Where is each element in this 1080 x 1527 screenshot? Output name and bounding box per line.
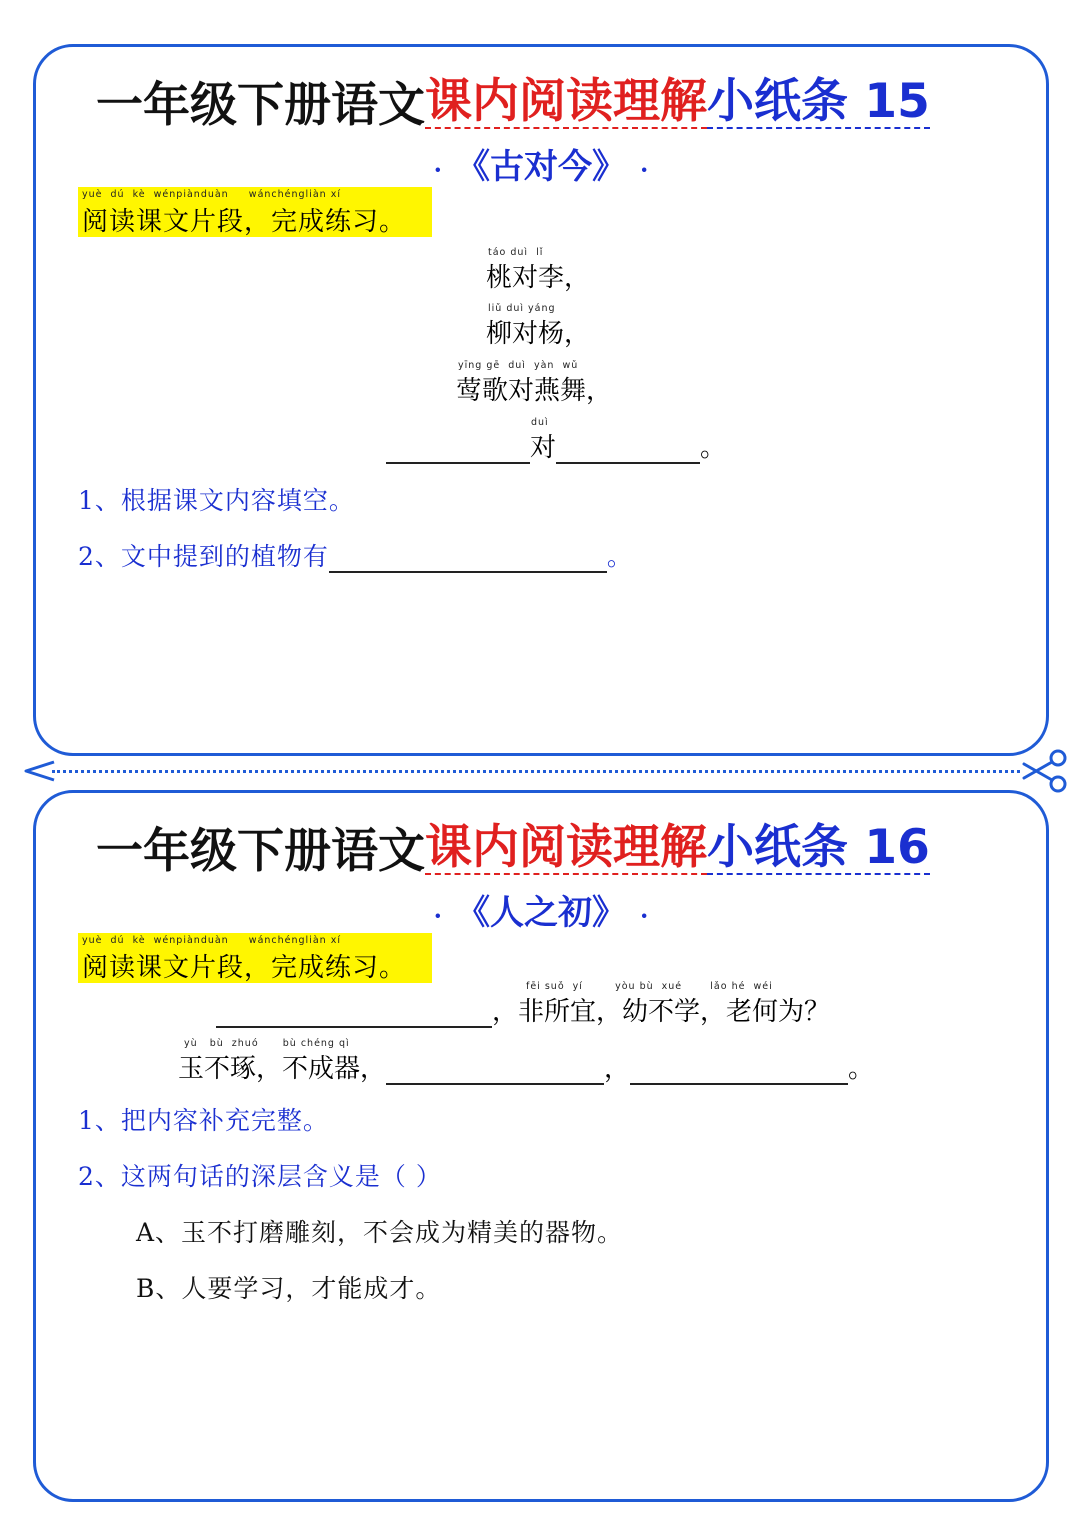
instruction-box: [78, 933, 432, 983]
verse-end: 。: [848, 1054, 875, 1084]
instruction-pinyin: yuè dú kè wénpiànduàn wánchéngliàn xí: [82, 189, 341, 200]
fill-mid: 对: [530, 433, 557, 463]
question-2: [78, 537, 633, 573]
verse-pinyin: fēi suǒ yí yòu bù xué lǎo hé wéi: [526, 981, 773, 992]
instruction-pinyin: yuè dú kè wénpiànduàn wánchéngliàn xí: [82, 935, 341, 946]
verse-text: ，非所宜，幼不学，老何为？: [492, 997, 831, 1027]
poem-pinyin: yīng gē duì yàn wǔ: [458, 360, 579, 371]
lesson-name: 《古对今》: [456, 147, 626, 187]
scissors-icon: [1018, 748, 1070, 794]
title-reading: 课内阅读理解: [425, 820, 707, 875]
poem-text: 柳对杨，: [486, 319, 591, 349]
dot-right: ·: [640, 154, 649, 184]
answer-blank[interactable]: [386, 436, 530, 464]
instruction-box: [78, 187, 432, 237]
lesson-title: [36, 139, 1046, 188]
question-2-end: 。: [606, 542, 633, 571]
verse-pinyin: yù bù zhuó bù chéng qì: [184, 1038, 350, 1049]
option-a[interactable]: A、玉不打磨雕刻，不会成为精美的器物。: [136, 1218, 624, 1247]
lesson-title: [36, 885, 1046, 934]
card-title: [96, 813, 996, 879]
title-note-number: 小纸条 15: [707, 74, 930, 129]
poem-pinyin: liǔ duì yáng: [488, 303, 556, 314]
title-grade: 一年级下册语文: [96, 78, 425, 133]
card-title: [96, 67, 996, 133]
dot-left: ·: [433, 900, 442, 930]
question-1: 1、把内容补充完整。: [78, 1106, 329, 1135]
poem-text: 莺歌对燕舞，: [456, 376, 613, 406]
instruction-text: 阅读课文片段，完成练习。: [82, 207, 407, 237]
title-reading: 课内阅读理解: [425, 74, 707, 129]
title-note-number: 小纸条 16: [707, 820, 930, 875]
poem-text: 桃对李，: [486, 263, 591, 293]
answer-blank[interactable]: [216, 1000, 492, 1028]
option-b[interactable]: B、人要学习，才能成才。: [136, 1274, 442, 1303]
fill-pinyin: duì: [531, 417, 549, 428]
answer-blank[interactable]: [386, 1057, 604, 1085]
answer-blank[interactable]: [329, 545, 607, 573]
fill-end: 。: [700, 433, 727, 463]
answer-blank[interactable]: [630, 1057, 848, 1085]
title-grade: 一年级下册语文: [96, 824, 425, 879]
note-card-15: [33, 44, 1049, 756]
note-card-16: [33, 790, 1049, 1502]
poem-pinyin: táo duì lǐ: [488, 247, 544, 258]
verse-comma: ，: [604, 1054, 631, 1084]
verse-text: 玉不琢，不成器，: [178, 1054, 387, 1084]
arrow-left-icon: [22, 759, 56, 783]
question-1: 1、根据课文内容填空。: [78, 486, 355, 515]
instruction-text: 阅读课文片段，完成练习。: [82, 953, 407, 983]
dot-right: ·: [640, 900, 649, 930]
question-2-text: 2、文中提到的植物有: [78, 542, 329, 571]
dot-left: ·: [433, 154, 442, 184]
lesson-name: 《人之初》: [456, 893, 626, 933]
cut-line: [52, 770, 1020, 773]
question-2: 2、这两句话的深层含义是（ ）: [78, 1162, 442, 1191]
answer-blank[interactable]: [556, 436, 700, 464]
